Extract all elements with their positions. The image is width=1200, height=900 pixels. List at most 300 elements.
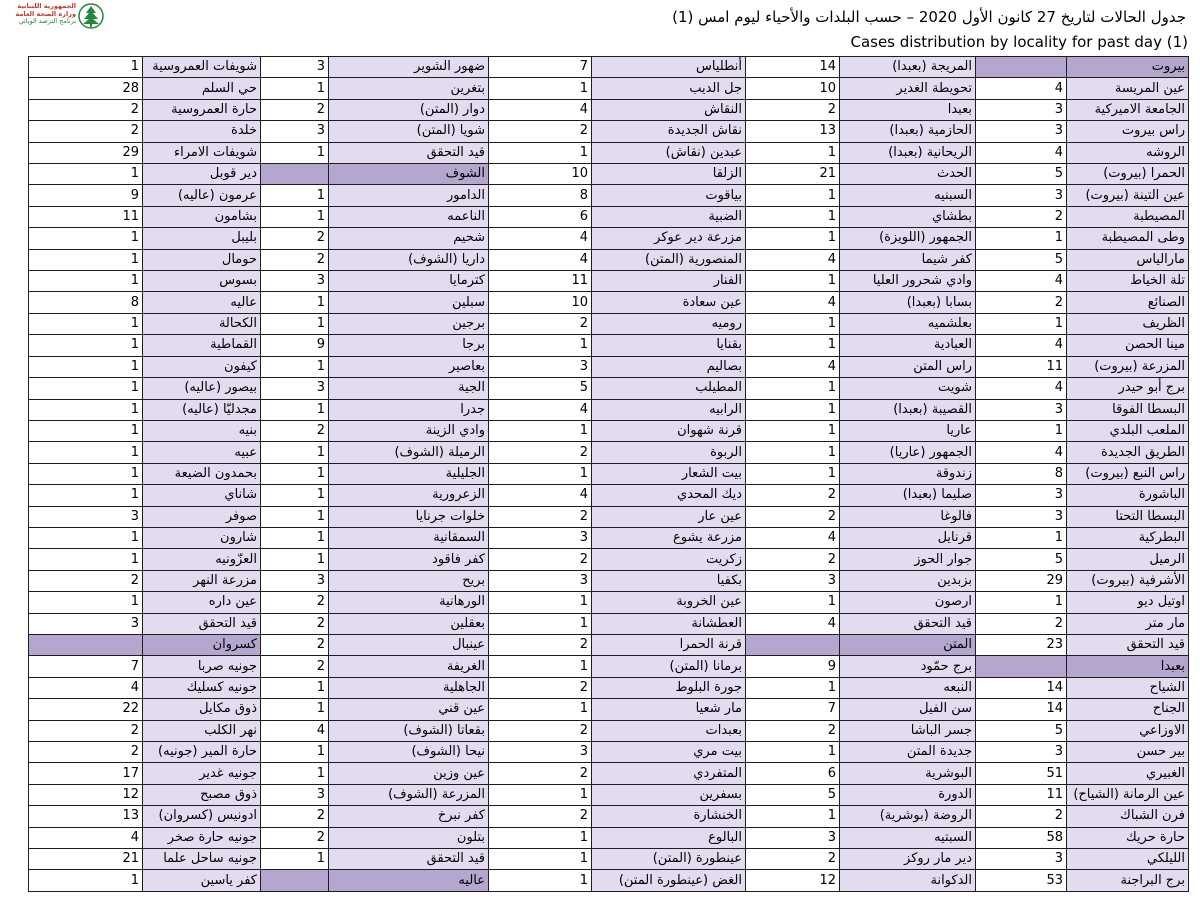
district-header-spacer [261,164,329,185]
locality-cell: الجمهور (عاريا) [840,442,976,463]
count-cell: 1 [29,57,143,78]
count-cell: 1 [489,420,592,441]
locality-cell: المزرعة (بيروت) [1067,356,1189,377]
count-cell: 10 [489,292,592,313]
count-cell: 2 [29,720,143,741]
count-cell: 58 [976,827,1067,848]
count-cell: 2 [261,613,329,634]
count-cell: 4 [976,271,1067,292]
locality-cell: المنصورية (المتن) [592,249,746,270]
locality-cell: شويفات العمروسية [143,57,261,78]
count-cell: 1 [746,185,840,206]
locality-cell: شويت [840,378,976,399]
count-cell: 2 [746,720,840,741]
locality-cell: وطى المصيطبة [1067,228,1189,249]
count-cell: 2 [746,849,840,870]
locality-cell: قيد التحقق [329,142,489,163]
count-cell: 12 [29,784,143,805]
locality-cell: القصيبة (بعبدا) [840,399,976,420]
locality-cell: البسطا التحتا [1067,506,1189,527]
locality-cell: خلدة [143,121,261,142]
count-cell: 1 [261,142,329,163]
locality-cell: الرابيه [592,399,746,420]
table-row [29,335,1189,356]
count-cell: 2 [746,549,840,570]
locality-cell: عين الخروبة [592,592,746,613]
locality-cell: سبلين [329,292,489,313]
locality-cell: الشياح [1067,677,1189,698]
locality-cell: بنيه [143,420,261,441]
count-cell: 1 [746,271,840,292]
table-row [29,527,1189,548]
count-cell: 1 [29,378,143,399]
locality-cell: شويا (المتن) [329,121,489,142]
locality-cell: ذوق مصبح [143,784,261,805]
locality-cell: بسابا (بعبدا) [840,292,976,313]
count-cell: 13 [29,806,143,827]
table-row [29,463,1189,484]
count-cell: 7 [489,57,592,78]
count-cell: 1 [746,228,840,249]
logo-text [6,3,76,26]
district-header-spacer [746,634,840,655]
locality-cell: روميه [592,313,746,334]
count-cell: 2 [489,442,592,463]
count-cell: 2 [976,206,1067,227]
locality-cell: جديدة المتن [840,742,976,763]
locality-cell: العطشانة [592,613,746,634]
count-cell: 22 [29,699,143,720]
count-cell: 21 [29,849,143,870]
locality-cell: عبيه [143,442,261,463]
count-cell: 1 [261,442,329,463]
locality-cell: عين قني [329,699,489,720]
locality-cell: كفر ياسين [143,870,261,892]
locality-cell: الليلكي [1067,849,1189,870]
locality-cell: شاناي [143,485,261,506]
table-row [29,485,1189,506]
locality-cell: جوار الحوز [840,549,976,570]
locality-cell: الغبيري [1067,763,1189,784]
district-header-cell: الشوف [329,164,489,185]
locality-cell: مار متر [1067,613,1189,634]
count-cell: 3 [261,121,329,142]
count-cell: 5 [746,784,840,805]
locality-cell: الدكوانة [840,870,976,892]
table-row [29,442,1189,463]
count-cell: 1 [746,399,840,420]
count-cell: 4 [489,399,592,420]
count-cell: 1 [489,463,592,484]
locality-cell: بعلشميه [840,313,976,334]
locality-cell: نهر الكلب [143,720,261,741]
locality-cell: الملعب البلدي [1067,420,1189,441]
locality-cell: عرمون (عاليه) [143,185,261,206]
count-cell: 3 [976,399,1067,420]
locality-cell: الطريق الجديدة [1067,442,1189,463]
table-row [29,164,1189,185]
count-cell: 17 [29,763,143,784]
count-cell: 2 [261,592,329,613]
count-cell: 1 [976,313,1067,334]
count-cell: 1 [261,463,329,484]
locality-cell: عاريا [840,420,976,441]
count-cell: 4 [976,78,1067,99]
ministry-logo [4,2,108,32]
locality-cell: الفنار [592,271,746,292]
locality-cell: القماطية [143,335,261,356]
locality-cell: النقاش [592,99,746,120]
locality-cell: ضهور الشوير [329,57,489,78]
count-cell: 1 [489,849,592,870]
cases-table [28,56,1189,892]
locality-cell: حي السلم [143,78,261,99]
locality-cell: الجمهور (اللويزة) [840,228,976,249]
district-header-cell: كسروان [143,634,261,655]
locality-cell: الناعمه [329,206,489,227]
table-row [29,827,1189,848]
count-cell: 3 [261,271,329,292]
table-row [29,99,1189,120]
count-cell: 10 [489,164,592,185]
locality-cell: الرميل [1067,549,1189,570]
locality-cell: بيصور (عاليه) [143,378,261,399]
locality-cell: البطركية [1067,527,1189,548]
locality-cell: الغريفة [329,656,489,677]
locality-cell: شحيم [329,228,489,249]
count-cell: 3 [489,356,592,377]
count-cell: 3 [29,506,143,527]
locality-cell: الظريف [1067,313,1189,334]
count-cell: 2 [261,806,329,827]
locality-cell: عين التينة (بيروت) [1067,185,1189,206]
count-cell: 1 [746,806,840,827]
table-row [29,677,1189,698]
count-cell: 1 [29,485,143,506]
count-cell: 3 [746,570,840,591]
table-row [29,249,1189,270]
count-cell: 21 [746,164,840,185]
count-cell: 11 [976,784,1067,805]
count-cell: 3 [261,378,329,399]
count-cell: 2 [29,742,143,763]
locality-cell: الحازمية (بعبدا) [840,121,976,142]
cedar-icon [78,3,104,29]
locality-cell: المريجة (بعبدا) [840,57,976,78]
count-cell: 1 [29,335,143,356]
table-row [29,570,1189,591]
locality-cell: الجامعة الاميركية [1067,99,1189,120]
count-cell: 1 [261,506,329,527]
count-cell: 1 [29,592,143,613]
count-cell: 1 [261,742,329,763]
district-header-spacer [976,656,1067,677]
count-cell: 1 [746,313,840,334]
locality-cell: العبادية [840,335,976,356]
locality-cell: اوتيل ديو [1067,592,1189,613]
count-cell: 1 [746,335,840,356]
locality-cell: جدرا [329,399,489,420]
locality-cell: مينا الحصن [1067,335,1189,356]
district-header-cell: بعبدا [1067,656,1189,677]
count-cell: 1 [489,656,592,677]
locality-cell: جورة البلوط [592,677,746,698]
count-cell: 8 [976,463,1067,484]
count-cell: 3 [489,527,592,548]
locality-cell: بتغرين [329,78,489,99]
locality-cell: بسفرين [592,784,746,805]
count-cell: 4 [976,442,1067,463]
count-cell: 2 [29,99,143,120]
count-cell: 1 [976,592,1067,613]
count-cell: 3 [261,57,329,78]
table-row [29,849,1189,870]
count-cell: 14 [746,57,840,78]
count-cell: 2 [746,485,840,506]
count-cell: 7 [746,699,840,720]
count-cell: 6 [489,206,592,227]
locality-cell: عين المريسة [1067,78,1189,99]
count-cell: 4 [746,527,840,548]
count-cell: 4 [489,99,592,120]
locality-cell: الجاهلية [329,677,489,698]
count-cell: 1 [29,164,143,185]
locality-cell: الحدث [840,164,976,185]
locality-cell: زكريت [592,549,746,570]
table-row [29,806,1189,827]
count-cell: 2 [489,720,592,741]
locality-cell: السمقانية [329,527,489,548]
count-cell: 1 [261,485,329,506]
count-cell: 3 [261,570,329,591]
locality-cell: بعاصير [329,356,489,377]
count-cell: 9 [29,185,143,206]
count-cell: 1 [746,142,840,163]
locality-cell: ديك المحدي [592,485,746,506]
locality-cell: جل الديب [592,78,746,99]
locality-cell: برجا [329,335,489,356]
count-cell: 5 [489,378,592,399]
count-cell: 5 [976,720,1067,741]
locality-cell: برج البراجنة [1067,870,1189,892]
count-cell: 2 [489,806,592,827]
count-cell: 1 [29,313,143,334]
count-cell: 1 [261,313,329,334]
count-cell: 2 [976,613,1067,634]
locality-cell: قرنة شهوان [592,420,746,441]
count-cell: 2 [489,506,592,527]
count-cell: 14 [976,699,1067,720]
count-cell: 1 [261,699,329,720]
count-cell: 1 [746,442,840,463]
table-row [29,399,1189,420]
locality-cell: بعبدات [592,720,746,741]
table-row [29,763,1189,784]
locality-cell: الرميلة (الشوف) [329,442,489,463]
locality-cell: كفر شيما [840,249,976,270]
count-cell: 1 [746,463,840,484]
count-cell: 4 [746,356,840,377]
locality-cell: مار شعيا [592,699,746,720]
count-cell: 2 [489,313,592,334]
count-cell: 4 [976,378,1067,399]
locality-cell: بليبل [143,228,261,249]
count-cell: 1 [489,613,592,634]
count-cell: 4 [29,677,143,698]
locality-cell: بكفيا [592,570,746,591]
locality-cell: البالوع [592,827,746,848]
count-cell: 9 [261,335,329,356]
locality-cell: برج حمّود [840,656,976,677]
locality-cell: تلة الخياط [1067,271,1189,292]
locality-cell: الروشه [1067,142,1189,163]
count-cell: 1 [489,335,592,356]
locality-cell: مزرعة النهر [143,570,261,591]
locality-cell: برمانا (المتن) [592,656,746,677]
locality-cell: عينطورة (المتن) [592,849,746,870]
locality-cell: فرن الشباك [1067,806,1189,827]
count-cell: 3 [261,784,329,805]
count-cell: 1 [976,228,1067,249]
count-cell: 2 [29,121,143,142]
count-cell: 2 [746,506,840,527]
locality-cell: الخنشارة [592,806,746,827]
locality-cell: حارة حريك [1067,827,1189,848]
locality-cell: قيد التحقق [143,613,261,634]
count-cell: 8 [29,292,143,313]
count-cell: 1 [976,527,1067,548]
locality-cell: كترمايا [329,271,489,292]
count-cell: 1 [29,549,143,570]
count-cell: 1 [489,784,592,805]
count-cell: 1 [29,249,143,270]
count-cell: 1 [489,142,592,163]
count-cell: 1 [489,592,592,613]
count-cell: 11 [976,356,1067,377]
count-cell: 3 [29,613,143,634]
locality-cell: النبعه [840,677,976,698]
locality-cell: وادي الزينة [329,420,489,441]
count-cell: 1 [29,228,143,249]
locality-cell: حارة المير (جونيه) [143,742,261,763]
locality-cell: الورهانية [329,592,489,613]
count-cell: 1 [746,378,840,399]
table-row [29,420,1189,441]
district-header-cell: المتن [840,634,976,655]
locality-cell: كفر فاقود [329,549,489,570]
locality-cell: مزرعة دير عوكر [592,228,746,249]
count-cell: 2 [261,634,329,655]
count-cell: 2 [746,99,840,120]
count-cell: 1 [29,463,143,484]
locality-cell: الاوزاعي [1067,720,1189,741]
locality-cell: بشامون [143,206,261,227]
locality-cell: الريحانية (بعبدا) [840,142,976,163]
locality-cell: البوشرية [840,763,976,784]
locality-cell: جونيه ساحل علما [143,849,261,870]
table-row [29,506,1189,527]
locality-cell: الغض (عينطورة المتن) [592,870,746,892]
count-cell: 4 [976,142,1067,163]
count-cell: 1 [29,399,143,420]
locality-cell: جونيه كسليك [143,677,261,698]
count-cell: 2 [261,228,329,249]
count-cell: 1 [489,870,592,892]
locality-cell: الجليلية [329,463,489,484]
locality-cell: الجية [329,378,489,399]
locality-cell: راس المتن [840,356,976,377]
locality-cell: راس النبع (بيروت) [1067,463,1189,484]
locality-cell: مجدليّا (عاليه) [143,399,261,420]
locality-cell: الباشورة [1067,485,1189,506]
logo-line-3: برنامج الترصد الوبائي [18,17,76,25]
table-row [29,634,1189,655]
locality-cell: نقاش الجديدة [592,121,746,142]
locality-cell: راس بيروت [1067,121,1189,142]
district-header-cell: عاليه [329,870,489,892]
locality-cell: قرنة الحمرا [592,634,746,655]
locality-cell: ادونيس (كسروان) [143,806,261,827]
count-cell: 1 [29,527,143,548]
count-cell: 2 [29,570,143,591]
count-cell: 3 [976,742,1067,763]
locality-cell: مزرعة يشوع [592,527,746,548]
count-cell: 7 [29,656,143,677]
locality-cell: عين الرمانة (الشياح) [1067,784,1189,805]
count-cell: 1 [29,420,143,441]
locality-cell: الكحالة [143,313,261,334]
locality-cell: بياقوت [592,185,746,206]
count-cell: 2 [489,763,592,784]
table-row [29,699,1189,720]
locality-cell: العزّونيه [143,549,261,570]
logo-line-2: وزارة الصحة العامة [15,9,76,18]
count-cell: 11 [489,271,592,292]
locality-cell: دوار (المتن) [329,99,489,120]
count-cell: 11 [29,206,143,227]
locality-cell: عين وزين [329,763,489,784]
locality-cell: بقنايا [592,335,746,356]
count-cell: 1 [29,271,143,292]
count-cell: 1 [746,206,840,227]
count-cell: 3 [976,849,1067,870]
locality-cell: الصنائع [1067,292,1189,313]
table-row [29,742,1189,763]
logo-line-1: الجمهورية اللبنانية [17,2,76,10]
locality-cell: دير مار روكز [840,849,976,870]
count-cell: 4 [746,292,840,313]
count-cell: 53 [976,870,1067,892]
locality-cell: بحمدون الضيعة [143,463,261,484]
count-cell: 1 [261,527,329,548]
title-english: Cases distribution by locality for past day (1) [850,33,1188,51]
locality-cell: عبدين (نقاش) [592,142,746,163]
locality-cell: جونيه صربا [143,656,261,677]
locality-cell: شارون [143,527,261,548]
count-cell: 1 [489,699,592,720]
count-cell: 4 [976,335,1067,356]
locality-cell: خلوات جرنايا [329,506,489,527]
locality-cell: وادي شحرور العليا [840,271,976,292]
count-cell: 1 [261,677,329,698]
count-cell: 29 [29,142,143,163]
count-cell: 2 [489,677,592,698]
count-cell: 3 [489,570,592,591]
count-cell: 1 [489,78,592,99]
count-cell: 28 [29,78,143,99]
locality-cell: عين داره [143,592,261,613]
count-cell: 14 [976,677,1067,698]
